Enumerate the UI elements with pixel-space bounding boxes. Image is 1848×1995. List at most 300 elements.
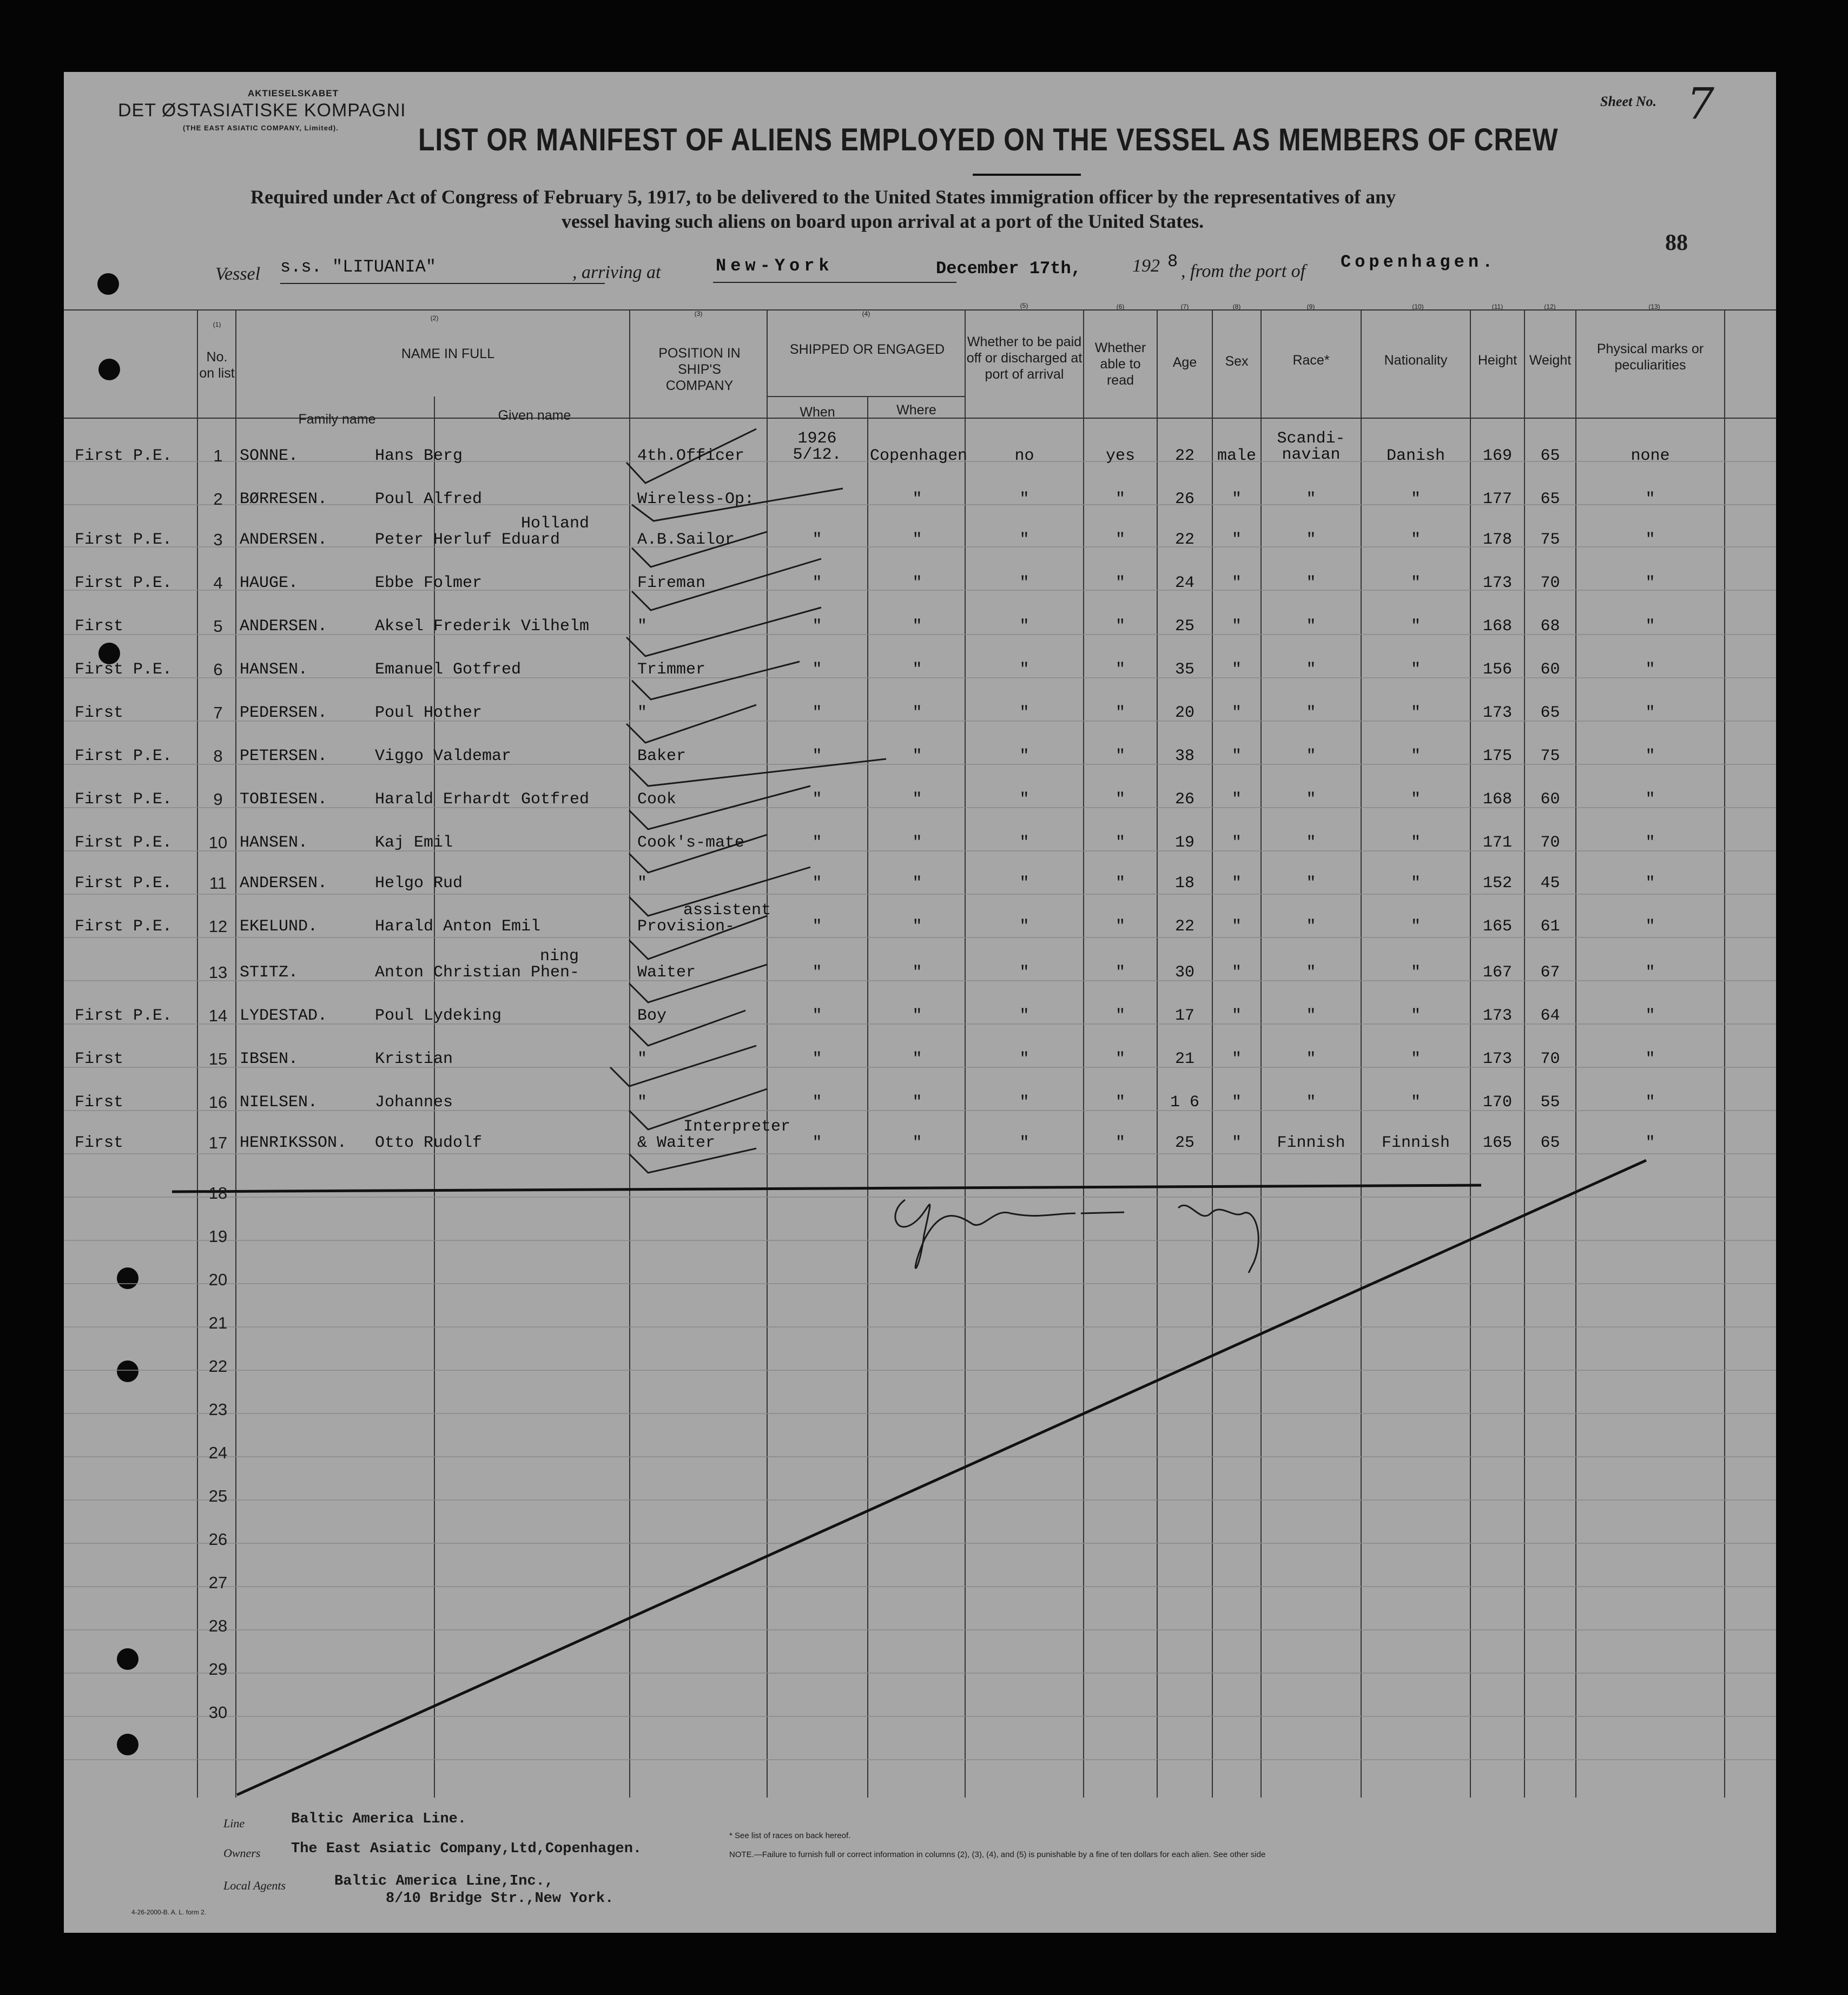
row-margin-note: First P.E. <box>75 1007 173 1025</box>
row-nationality: " <box>1410 790 1421 809</box>
colnum-6: (6) <box>1116 303 1125 311</box>
row-when: " <box>812 834 822 852</box>
row-paid-off: " <box>1019 574 1029 592</box>
colnum-5: (5) <box>1020 302 1028 309</box>
row-race: " <box>1306 1007 1316 1025</box>
row-age: 26 <box>1174 490 1194 508</box>
row-sex: " <box>1231 874 1242 893</box>
row-weight: 75 <box>1540 531 1560 549</box>
row-paid-off: " <box>1019 834 1029 852</box>
row-position: Wireless-Op: <box>637 490 755 508</box>
row-when: " <box>812 917 822 936</box>
row-height: 167 <box>1482 963 1512 982</box>
row-weight: 70 <box>1540 834 1560 852</box>
row-nationality: Danish <box>1386 447 1446 465</box>
row-number: 10 <box>208 833 228 852</box>
row-able-read: " <box>1115 1134 1125 1152</box>
vessel-label: Vessel <box>215 264 261 284</box>
footer-owners-value: The East Asiatic Company,Ltd,Copenhagen. <box>291 1841 642 1857</box>
row-nationality: " <box>1410 660 1421 679</box>
row-margin-note: First P.E. <box>75 447 173 465</box>
row-where: " <box>912 747 922 765</box>
row-nationality: " <box>1410 874 1421 893</box>
row-race: " <box>1306 1050 1316 1068</box>
footer-owners-label: Owners <box>223 1846 261 1860</box>
row-able-read: " <box>1115 704 1125 722</box>
row-weight: 68 <box>1540 617 1560 636</box>
row-given-name: Helgo Rud <box>375 874 463 893</box>
colnum-13: (13) <box>1648 303 1660 311</box>
row-number: 16 <box>208 1093 228 1112</box>
row-given-name: Harald Anton Emil <box>375 917 541 936</box>
row-family-name: ANDERSEN. <box>240 617 328 636</box>
row-age: 25 <box>1174 1134 1194 1152</box>
row-family-name: SONNE. <box>240 447 299 465</box>
header-given-name: Given name <box>498 408 571 423</box>
row-able-read: " <box>1115 490 1125 508</box>
row-family-name: ANDERSEN. <box>240 874 328 893</box>
row-number: 14 <box>208 1006 228 1025</box>
row-sex: male <box>1217 447 1256 465</box>
header-physical-marks: Physical marks or peculiarities <box>1596 341 1704 373</box>
empty-row-number: 23 <box>208 1400 228 1419</box>
row-margin-note: First <box>75 617 124 636</box>
row-where: " <box>912 917 922 936</box>
header-age: Age <box>1172 355 1197 370</box>
row-given-name: Hans Berg <box>375 447 463 465</box>
row-age: 21 <box>1174 1050 1194 1068</box>
empty-row-number: 21 <box>208 1313 228 1332</box>
header-shipped: SHIPPED OR ENGAGED <box>789 342 945 357</box>
footer-line-value: Baltic America Line. <box>291 1811 467 1827</box>
row-nationality: " <box>1410 917 1421 936</box>
row-given-name-continuation: Holland <box>521 514 590 533</box>
row-margin-note: First <box>75 704 124 722</box>
manifest-sheet <box>64 72 1776 1933</box>
row-family-name: PEDERSEN. <box>240 704 328 722</box>
row-race: " <box>1306 531 1316 549</box>
row-when: " <box>812 574 822 592</box>
row-able-read: " <box>1115 834 1125 852</box>
footer-agents-label: Local Agents <box>223 1879 286 1892</box>
row-height: 170 <box>1482 1093 1512 1112</box>
row-sex: " <box>1231 790 1242 809</box>
row-age: 22 <box>1174 447 1194 465</box>
empty-row-number: 19 <box>208 1227 228 1246</box>
row-given-name: Emanuel Gotfred <box>375 660 522 679</box>
footer-agents-value-1: Baltic America Line,Inc., <box>334 1873 554 1890</box>
handwritten-signature <box>895 1200 1258 1273</box>
row-weight: 65 <box>1540 704 1560 722</box>
row-family-name: HAUGE. <box>240 574 299 592</box>
row-position: " <box>637 874 648 893</box>
row-physical-marks: " <box>1645 704 1655 722</box>
row-paid-off: " <box>1019 1093 1029 1112</box>
row-nationality: Finnish <box>1381 1134 1450 1152</box>
row-where: " <box>912 790 922 809</box>
header-weight: Weight <box>1529 353 1572 368</box>
header-position: POSITION IN SHIP'S COMPANY <box>658 346 741 393</box>
row-family-name: HENRIKSSON. <box>240 1134 347 1152</box>
row-height: 178 <box>1482 531 1512 549</box>
arriving-value: New-York <box>716 256 834 276</box>
row-able-read: yes <box>1105 447 1135 465</box>
colnum-3: (3) <box>694 310 703 318</box>
row-family-name: PETERSEN. <box>240 747 328 765</box>
row-when: " <box>812 1007 822 1025</box>
row-number: 5 <box>213 617 223 636</box>
colnum-10: (10) <box>1412 303 1424 311</box>
row-age: 1 6 <box>1170 1093 1199 1112</box>
year-prefix: 192 <box>1132 256 1160 276</box>
row-when: " <box>812 617 822 636</box>
row-weight: 64 <box>1540 1007 1560 1025</box>
row-given-name-continuation: ning <box>540 947 579 966</box>
row-when: " <box>812 963 822 982</box>
row-given-name: Peter Herluf Eduard <box>375 531 560 549</box>
row-weight: 65 <box>1540 490 1560 508</box>
header-no-on-list: No. on list <box>199 349 235 381</box>
row-able-read: " <box>1115 1093 1125 1112</box>
row-number: 6 <box>213 660 223 679</box>
row-position-continuation: assistent <box>683 901 771 920</box>
row-given-name: Poul Hother <box>375 704 483 722</box>
row-position: Cook <box>637 790 677 809</box>
row-given-name: Kaj Emil <box>375 834 453 852</box>
colnum-1: (1) <box>213 321 221 328</box>
row-weight: 45 <box>1540 874 1560 893</box>
row-paid-off: " <box>1019 1007 1029 1025</box>
empty-row-number: 30 <box>208 1703 228 1722</box>
row-nationality: " <box>1410 1007 1421 1025</box>
row-position: Provision- <box>637 917 735 936</box>
row-margin-note: First <box>75 1050 124 1068</box>
row-sex: " <box>1231 963 1242 982</box>
row-paid-off: " <box>1019 747 1029 765</box>
row-age: 24 <box>1174 574 1194 592</box>
header-name-in-full: NAME IN FULL <box>401 346 495 361</box>
row-sex: " <box>1231 1093 1242 1112</box>
row-sex: " <box>1231 1007 1242 1025</box>
header-able-read: Whether able to read <box>1094 340 1146 388</box>
header-where: Where <box>896 402 936 418</box>
row-where: " <box>912 1050 922 1068</box>
empty-row-number: 29 <box>208 1660 228 1679</box>
row-position: Cook's-mate <box>637 834 745 852</box>
row-paid-off: " <box>1019 704 1029 722</box>
company-small-bottom: (THE EAST ASIATIC COMPANY, Limited). <box>183 124 339 132</box>
footer-agents-value-2: 8/10 Bridge Str.,New York. <box>386 1891 614 1907</box>
row-margin-note: First P.E. <box>75 660 173 679</box>
row-weight: 67 <box>1540 963 1560 982</box>
row-given-name: Harald Erhardt Gotfred <box>375 790 590 809</box>
row-nationality: " <box>1410 1050 1421 1068</box>
row-given-name: Viggo Valdemar <box>375 747 512 765</box>
row-height: 173 <box>1482 1007 1512 1025</box>
row-family-name: NIELSEN. <box>240 1093 318 1112</box>
row-paid-off: " <box>1019 1134 1029 1152</box>
row-where: " <box>912 490 922 508</box>
row-height: 173 <box>1482 574 1512 592</box>
row-when: " <box>812 747 822 765</box>
arriving-label: , arriving at <box>572 262 661 282</box>
row-age: 17 <box>1174 1007 1194 1025</box>
row-family-name: BØRRESEN. <box>240 490 328 508</box>
row-nationality: " <box>1410 1093 1421 1112</box>
row-physical-marks: none <box>1631 447 1670 465</box>
row-physical-marks: " <box>1645 1093 1655 1112</box>
header-family-name: Family name <box>298 412 376 427</box>
row-margin-note: First P.E. <box>75 917 173 936</box>
row-when: " <box>812 531 822 549</box>
row-age: 26 <box>1174 790 1194 809</box>
row-position: Waiter <box>637 963 696 982</box>
row-paid-off: " <box>1019 874 1029 893</box>
row-race: Scandi- navian <box>1277 430 1345 464</box>
row-sex: " <box>1231 747 1242 765</box>
row-when: " <box>812 660 822 679</box>
row-weight: 65 <box>1540 1134 1560 1152</box>
colnum-11: (11) <box>1491 303 1503 311</box>
row-position: A.B.Sailor <box>637 531 735 549</box>
row-margin-note: First <box>75 1093 124 1112</box>
row-when: " <box>812 1134 822 1152</box>
header-when: When <box>800 405 835 420</box>
page-number: 88 <box>1665 230 1688 255</box>
row-physical-marks: " <box>1645 660 1655 679</box>
footer-form-code: 4-26-2000-B. A. L. form 2. <box>131 1908 207 1916</box>
row-position: " <box>637 704 648 722</box>
row-weight: 70 <box>1540 574 1560 592</box>
row-position: Trimmer <box>637 660 706 679</box>
empty-row-number: 22 <box>208 1357 228 1376</box>
row-when: 1926 5/12. <box>793 430 842 464</box>
row-age: 25 <box>1174 617 1194 636</box>
sheet-number: 7 <box>1687 78 1714 129</box>
row-margin-note: First P.E. <box>75 531 173 549</box>
row-when: " <box>812 1093 822 1112</box>
row-able-read: " <box>1115 1007 1125 1025</box>
row-given-name: Anton Christian Phen- <box>375 963 580 982</box>
row-able-read: " <box>1115 531 1125 549</box>
row-given-name: Otto Rudolf <box>375 1134 483 1152</box>
row-number: 8 <box>213 747 223 765</box>
row-race: " <box>1306 1093 1316 1112</box>
row-paid-off: no <box>1014 447 1034 465</box>
row-age: 18 <box>1174 874 1194 893</box>
row-weight: 60 <box>1540 790 1560 809</box>
row-where: " <box>912 704 922 722</box>
empty-row-number: 20 <box>208 1270 228 1289</box>
row-nationality: " <box>1410 834 1421 852</box>
row-nationality: " <box>1410 963 1421 982</box>
company-name: DET ØSTASIATISKE KOMPAGNI <box>118 100 406 121</box>
row-margin-note: First P.E. <box>75 834 173 852</box>
from-value: Copenhagen. <box>1341 252 1497 272</box>
footer-note-races: * See list of races on back hereof. <box>729 1831 851 1840</box>
row-position: 4th.Officer <box>637 447 745 465</box>
row-family-name: EKELUND. <box>240 917 318 936</box>
row-position: " <box>637 1093 648 1112</box>
row-position: Boy <box>637 1007 667 1025</box>
row-number: 1 <box>213 446 223 465</box>
row-able-read: " <box>1115 790 1125 809</box>
row-margin-note: First P.E. <box>75 790 173 809</box>
row-number: 4 <box>213 573 223 592</box>
row-number: 2 <box>213 490 223 508</box>
row-where: " <box>912 874 922 893</box>
row-number: 9 <box>213 790 223 809</box>
row-when: " <box>812 704 822 722</box>
row-where: " <box>912 531 922 549</box>
row-nationality: " <box>1410 704 1421 722</box>
row-physical-marks: " <box>1645 1134 1655 1152</box>
row-physical-marks: " <box>1645 574 1655 592</box>
row-where: " <box>912 834 922 852</box>
row-race: " <box>1306 874 1316 893</box>
row-physical-marks: " <box>1645 1050 1655 1068</box>
row-height: 152 <box>1482 874 1512 893</box>
row-height: 168 <box>1482 617 1512 636</box>
row-where: " <box>912 660 922 679</box>
header-sex: Sex <box>1225 354 1249 369</box>
row-race: " <box>1306 834 1316 852</box>
row-physical-marks: " <box>1645 617 1655 636</box>
row-age: 22 <box>1174 531 1194 549</box>
colnum-2: (2) <box>430 314 439 322</box>
sheet-label: Sheet No. <box>1600 94 1656 109</box>
row-number: 12 <box>208 917 228 936</box>
row-margin-note: First P.E. <box>75 574 173 592</box>
row-sex: " <box>1231 1134 1242 1152</box>
row-nationality: " <box>1410 747 1421 765</box>
row-sex: " <box>1231 531 1242 549</box>
empty-row-number: 26 <box>208 1530 228 1549</box>
row-sex: " <box>1231 617 1242 636</box>
row-physical-marks: " <box>1645 1007 1655 1025</box>
header-race: Race* <box>1292 353 1330 368</box>
colnum-8: (8) <box>1232 303 1241 311</box>
company-small-top: AKTIESELSKABET <box>248 88 339 98</box>
row-sex: " <box>1231 1050 1242 1068</box>
row-position: " <box>637 617 648 636</box>
row-margin-note: First P.E. <box>75 747 173 765</box>
row-when: " <box>812 874 822 893</box>
row-race: " <box>1306 747 1316 765</box>
row-sex: " <box>1231 704 1242 722</box>
date-value: December 17th, <box>936 259 1081 279</box>
row-able-read: " <box>1115 963 1125 982</box>
row-race: " <box>1306 660 1316 679</box>
row-family-name: LYDESTAD. <box>240 1007 328 1025</box>
row-physical-marks: " <box>1645 747 1655 765</box>
row-age: 30 <box>1174 963 1194 982</box>
row-able-read: " <box>1115 617 1125 636</box>
row-number: 13 <box>208 963 228 982</box>
row-race: " <box>1306 963 1316 982</box>
row-age: 38 <box>1174 747 1194 765</box>
row-where: " <box>912 617 922 636</box>
row-race: " <box>1306 917 1316 936</box>
row-age: 22 <box>1174 917 1194 936</box>
colnum-12: (12) <box>1544 303 1556 311</box>
row-given-name: Johannes <box>375 1093 453 1112</box>
from-label: , from the port of <box>1181 261 1306 281</box>
row-height: 156 <box>1482 660 1512 679</box>
row-where: " <box>912 1134 922 1152</box>
header-height: Height <box>1477 353 1517 368</box>
row-where: " <box>912 1093 922 1112</box>
row-position-continuation: Interpreter <box>683 1118 791 1136</box>
row-position: " <box>637 1050 648 1068</box>
row-paid-off: " <box>1019 490 1029 508</box>
row-where: " <box>912 963 922 982</box>
empty-row-number: 18 <box>208 1184 228 1203</box>
row-position: Fireman <box>637 574 706 592</box>
row-number: 7 <box>213 703 223 722</box>
row-height: 165 <box>1482 917 1512 936</box>
row-weight: 65 <box>1540 447 1560 465</box>
row-weight: 61 <box>1540 917 1560 936</box>
empty-row-number: 25 <box>208 1487 228 1505</box>
row-race: " <box>1306 704 1316 722</box>
row-race: Finnish <box>1277 1134 1345 1152</box>
row-given-name: Ebbe Folmer <box>375 574 483 592</box>
colnum-9: (9) <box>1306 303 1315 311</box>
row-paid-off: " <box>1019 917 1029 936</box>
row-paid-off: " <box>1019 531 1029 549</box>
row-weight: 55 <box>1540 1093 1560 1112</box>
row-family-name: STITZ. <box>240 963 299 982</box>
header-paid-off: Whether to be paid off or discharged at port of arrival <box>966 334 1083 382</box>
colnum-7: (7) <box>1180 303 1189 311</box>
row-height: 165 <box>1482 1134 1512 1152</box>
row-nationality: " <box>1410 490 1421 508</box>
row-sex: " <box>1231 490 1242 508</box>
row-race: " <box>1306 574 1316 592</box>
header-nationality: Nationality <box>1384 353 1448 368</box>
row-height: 173 <box>1482 704 1512 722</box>
row-sex: " <box>1231 574 1242 592</box>
row-weight: 70 <box>1540 1050 1560 1068</box>
row-race: " <box>1306 790 1316 809</box>
row-family-name: HANSEN. <box>240 660 308 679</box>
row-sex: " <box>1231 660 1242 679</box>
row-height: 175 <box>1482 747 1512 765</box>
row-age: 19 <box>1174 834 1194 852</box>
page-title: LIST OR MANIFEST OF ALIENS EMPLOYED ON THE VESSEL AS MEMBERS OF CREW <box>418 122 1559 157</box>
row-physical-marks: " <box>1645 917 1655 936</box>
row-height: 171 <box>1482 834 1512 852</box>
row-family-name: ANDERSEN. <box>240 531 328 549</box>
row-given-name: Poul Alfred <box>375 490 483 508</box>
row-able-read: " <box>1115 874 1125 893</box>
empty-row-number: 28 <box>208 1616 228 1635</box>
subtitle-line-2: vessel having such aliens on board upon arrival at a port of the United States. <box>562 210 1204 232</box>
row-number: 3 <box>213 530 223 549</box>
row-number: 11 <box>209 874 227 893</box>
row-paid-off: " <box>1019 963 1029 982</box>
row-able-read: " <box>1115 917 1125 936</box>
year-suffix: 8 <box>1167 252 1178 272</box>
row-nationality: " <box>1410 531 1421 549</box>
row-able-read: " <box>1115 747 1125 765</box>
row-height: 169 <box>1482 447 1512 465</box>
row-position: Baker <box>637 747 687 765</box>
row-paid-off: " <box>1019 617 1029 636</box>
row-family-name: IBSEN. <box>240 1050 299 1068</box>
row-able-read: " <box>1115 660 1125 679</box>
